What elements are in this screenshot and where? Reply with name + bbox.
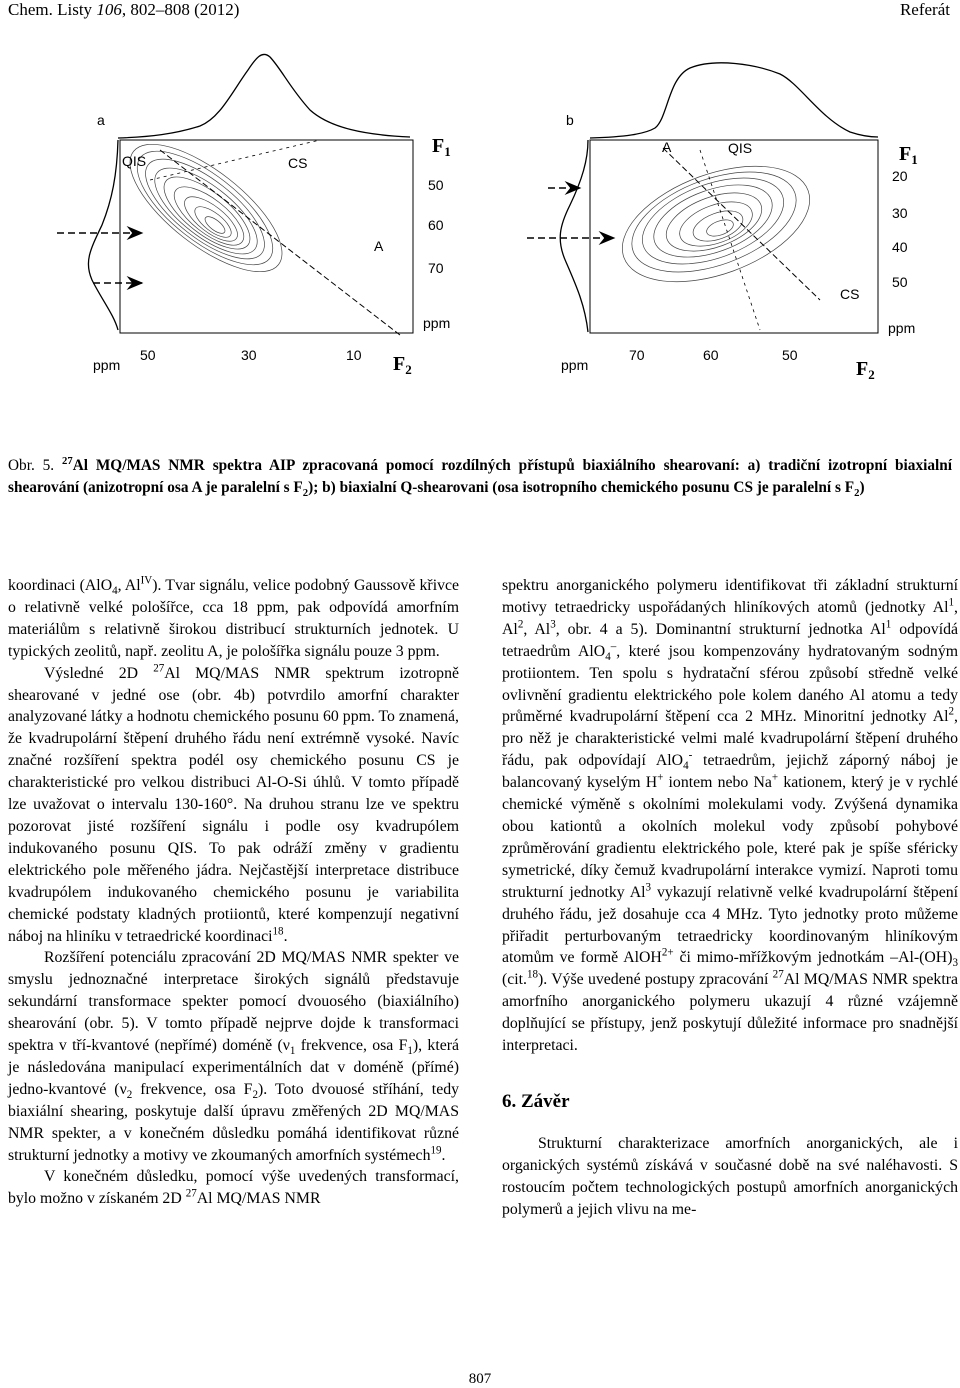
panel-a-f2-unit: ppm <box>93 357 121 373</box>
panel-b-f1-title: $F_1$ <box>899 143 918 167</box>
panel-b-qis-label: QIS <box>728 140 753 156</box>
running-header-left: Chem. Listy 106, 802–808 (2012) <box>8 0 240 19</box>
panel-a-left-projection <box>88 140 118 330</box>
panel-b-cs-axis <box>663 148 820 300</box>
paragraph: koordinaci (AlO$_4$, $Al^{IV}$). Tvar signálu, velice podobný Gaussově křivce o relativně velké pološířce, cca 18 ppm, pak odpovídá amorfním materiálům s relativně širokou distribucí strukturních jednotek. U typických zeolitů, např. zeolitu A, je pološířka signálu pouze 3 ppm. <box>8 574 460 660</box>
paragraph: V konečném důsledku, pomocí výše uvedených transformací, bylo možno v získaném 2D $^{27}$Al MQ/MAS NMR <box>8 1168 459 1208</box>
panel-a-contours <box>111 122 302 294</box>
panel-a-f1-tick: 60 <box>428 217 444 233</box>
page-number: 807 <box>468 1371 492 1387</box>
panel-b <box>527 63 918 382</box>
panel-b-left-projection <box>560 140 588 332</box>
running-header-right: Referát <box>899 0 950 19</box>
panel-b-a-axis <box>700 150 760 330</box>
panel-a-a-label: A <box>374 238 384 254</box>
section-heading: 6. Závěr <box>502 1090 570 1112</box>
figure-caption: Obr. 5. $^{27}$Al MQ/MAS NMR spektra AIP zpracovaná pomocí rozdílných přístupů biaxiálního shearovaní: a) tradiční izotropní biaxialní shearování (anizotropní osa A je paralelní s $F_2$); b) biaxialní Q-shearovani (osa isotropního chemického posunu CS je paralelní s $F_2$) <box>8 454 953 499</box>
panel-b-f2-unit: ppm <box>561 357 589 373</box>
panel-a-f1-title: $F_1$ <box>432 135 451 159</box>
panel-b-f2-tick: 60 <box>703 347 719 363</box>
panel-b-cs-label: CS <box>840 286 860 302</box>
paragraph: Rozšíření potenciálu zpracování 2D MQ/MAS NMR spekter ve smyslu jednoznačné interpretace širokých signálů představuje sekundární transformace spekter pomocí dvouosého (biaxiálního) shearování (obr. 5). V tomto případě nejprve dojde k transformaci spektra v tří-kvantové (nepřímé) doméně ($\nu_1$ frekvence, osa $F_1$), která je následována manipulací experimentálních dat v doméně (přímé) jedno-kvantové ($\nu_2$ frekvence, osa $F_2$). Toto dvouosé stříhání, tedy biaxiální shearing, poskytuje další úpravu změřených 2D MQ/MAS NMR spekter, a v konečném důsledku pomáhá identifikovat různé strukturní jednotky a motivy ve zkoumaných amorfních systémech$^{19}$. <box>8 949 460 1164</box>
panel-a-top-projection <box>118 54 410 138</box>
panel-b-f2-tick: 70 <box>629 347 645 363</box>
panel-b-f1-tick: 40 <box>892 239 908 255</box>
panel-a-f1-unit: ppm <box>423 315 451 331</box>
paragraph: Strukturní charakterizace amorfních anorganických, ale i organických systémů získává v současné době na své naléhavosti. S rostoucím počtem technologických postupů amorfních anorganických polymerů a jejich vlivu na me- <box>502 1134 958 1218</box>
nmr-figure <box>0 0 960 430</box>
right-column <box>502 575 958 1220</box>
volume-number: 106 <box>96 0 122 19</box>
panel-a-qis-label: QIS <box>122 153 147 169</box>
panel-a-f2-title: $F_2$ <box>393 353 412 377</box>
panel-a-f2-tick: 50 <box>140 347 156 363</box>
panel-a-cs-label: CS <box>288 155 308 171</box>
panel-b-f1-tick: 20 <box>892 168 908 184</box>
panel-a-f1-tick: 50 <box>428 177 444 193</box>
panel-b-f1-unit: ppm <box>888 320 916 336</box>
panel-b-f2-tick: 50 <box>782 347 798 363</box>
panel-a-f2-tick: 10 <box>346 347 362 363</box>
panel-b-f1-tick: 50 <box>892 274 908 290</box>
paragraph: spektru anorganického polymeru identifikovat tři základní strukturní motivy tetraedricky uspořádaných hliníkových atomů (jednotky Al$^1$, Al$^2$, Al$^3$, obr. 4 a 5). Dominantní strukturní jednotka Al$^1$ odpovídá tetraedrům AlO$_4$–, které jsou kompenzovány hydratovaným sodným protiiontem. Ten spolu s hydratační sférou způsobí středně velké ovlivnění gradientu elektrického pole kolem daného Al atomu a tedy průměrné kvadrupolární štěpení cca 2 MHz. Minoritní jednotky Al$^2$, pro něž je charakteristické velmi malé kvadrupolární štěpení druhého řádu, pak odpovídají AlO$_4$- tetraedrům, jejichž záporný náboj je balancovaný kyselým H+ iontem nebo Na+ kationem, který je v rychlé chemické výměně s okolními molekulami vody. Zvýšená dynamika obou kationtů a okolních molekul vody způsobí pohybové zprůměrování gradientu elektrického pole, které pak je spíše sféricky symetrické, díky čemuž kvadrupolární interakce vymizí. Naproti tomu strukturní jednotky Al$^3$ vykazují relativně velké kvadrupolární štěpení druhého řádu, jež dosahuje cca 4 MHz. Tyto jednotky proto můžeme přiřadit perturbovaným tetraedricky koordinovaným hliníkovým atomům ve formě AlOH$^{2+}$ či mimo-mřížkovým jednotkám $-Al-(OH)_3$ (cit.$^{18}$). Výše uvedené postupy zpracování $^{27}$Al MQ/MAS NMR spektra amorfního anorganického polymeru ukazují 4 různé vzájemně doplňující se přístupy, jenž poskytují důležité informace pro snadnější interpretaci. <box>502 577 959 1055</box>
panel-a-plot-frame <box>120 140 413 333</box>
panel-a-f2-tick: 30 <box>241 347 257 363</box>
panel-a-tag: a <box>97 112 105 128</box>
panel-b-f2-title: $F_2$ <box>856 358 875 382</box>
paragraph: Výsledné 2D $^{27}$Al MQ/MAS NMR spektrum izotropně shearované v jedné ose (obr. 4b) potvrdilo amorfní charakter analyzované látky a hodnotu chemického posunu 60 ppm. To znamená, že kvadrupolární štěpení druhého řádu není extrémně vysoké. Navíc značné rozšíření spektra podél osy chemického posunu CS je charakteristické pro velkou distribuci Al-O-Si úhlů. V tomto případě lze uvažovat o intervalu 130-160°. Na druhou stranu lze ve spektru pozorovat jisté rozšíření signálu i podle osy kvadrupólem indukovaného posunu QIS. To pak odráží změny v gradientu elektrického pole měřeného jádra. Nejčastější interpretace distribuce kvadrupólem indukovaného chemického posunu je variabilita chemické podstaty kladných protiiontů, které kompenzují negativní náboj na hliníku v tetraedrické koordinaci$^{18}$. <box>8 662 459 945</box>
panel-b-top-projection <box>590 63 878 138</box>
left-column <box>8 575 459 1210</box>
panel-b-contours <box>607 143 825 304</box>
panel-b-a-label: A <box>662 139 672 155</box>
panel-a <box>57 54 451 377</box>
panel-b-f1-tick: 30 <box>892 205 908 221</box>
panel-b-tag: b <box>566 112 574 128</box>
panel-a-f1-tick: 70 <box>428 260 444 276</box>
